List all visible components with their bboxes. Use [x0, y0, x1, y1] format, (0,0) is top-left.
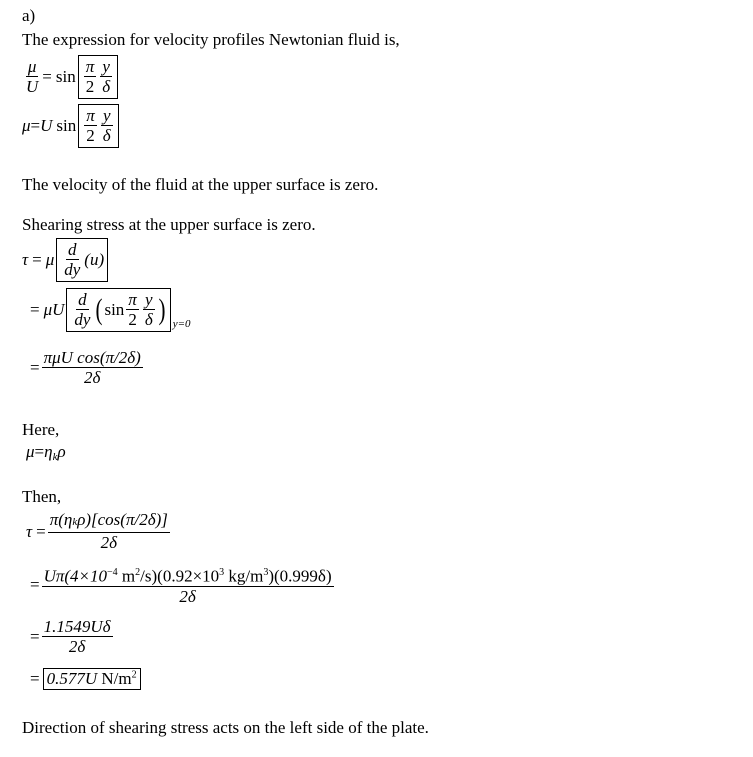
numerator: π [128, 290, 137, 309]
equals: = [30, 358, 40, 377]
equals: = [30, 574, 40, 594]
equals: = [30, 300, 40, 319]
then-label: Then, [22, 487, 62, 506]
term: U [40, 116, 53, 135]
numerator: y [145, 290, 153, 309]
denominator: δ [144, 310, 153, 329]
intro-text: The expression for velocity profiles Newtonian fluid is, [22, 30, 400, 49]
denominator: 2 [128, 310, 137, 329]
denominator: δ [102, 77, 111, 96]
numerator: π [86, 106, 95, 125]
numerator: d [68, 240, 77, 259]
denominator: dy [74, 310, 91, 329]
denominator: 2δ [68, 637, 86, 656]
equation-velocity-ratio [22, 55, 120, 99]
numerator: 1.1549Uδ [43, 617, 111, 636]
lhs: τ [22, 250, 29, 269]
numerator: μ [27, 57, 37, 76]
bracket [78, 55, 118, 99]
equation-velocity [22, 104, 121, 148]
denominator: 2δ [179, 586, 196, 606]
equals: = [30, 627, 40, 646]
denominator: δ [102, 126, 111, 145]
conclusion-text: Direction of shearing stress acts on the left side of the plate. [22, 718, 429, 737]
here-label: Here, [22, 420, 60, 439]
lhs: τ [26, 521, 33, 541]
equals: = [34, 442, 45, 461]
part-label: a) [22, 6, 36, 25]
function: sin [104, 300, 125, 319]
stress-statement: Shearing stress at the upper surface is zero. [22, 215, 316, 234]
equation-shear-substituted [26, 510, 172, 553]
equation-shear-numeric [30, 563, 336, 607]
function: sin [56, 116, 77, 135]
term: ρ [57, 442, 66, 461]
numerator: π(ηkρ)[cos(π/2δ)] [48, 510, 170, 533]
velocity-statement: The velocity of the fluid at the upper surface is zero. [22, 175, 379, 194]
term: μU [43, 300, 65, 319]
term: η [44, 442, 53, 461]
equation-shear-result [30, 348, 145, 388]
denominator: 2δ [83, 368, 101, 387]
bracket: $\frac{d}{dy}$ ( sin $\frac{\pi}{2}$ $\frac{y}{\delta}$ ) [66, 288, 170, 332]
denominator: dy [64, 260, 81, 279]
denominator: 2δ [100, 533, 117, 552]
lhs: μ [26, 442, 35, 461]
numerator: πμU cos(π/2δ) [43, 348, 141, 367]
numerator: y [102, 106, 111, 125]
denominator: U [26, 77, 39, 96]
function: sin [55, 67, 76, 86]
equals: = [32, 250, 42, 269]
denominator: 2 [86, 126, 95, 145]
term: μ [45, 250, 55, 269]
equals: = [30, 669, 40, 688]
bracket [56, 238, 108, 282]
equation-final-answer [30, 668, 141, 690]
evaluation-subscript: y=0 [172, 318, 191, 330]
equals: = [30, 116, 41, 135]
equation-shear-definition [22, 238, 110, 282]
bracket [78, 104, 118, 148]
equals: = [42, 67, 52, 86]
equals: = [36, 521, 46, 541]
argument: (u) [84, 250, 105, 269]
equation-shear-simplified [30, 617, 115, 657]
numerator: d [78, 290, 87, 309]
numerator: y [102, 57, 110, 76]
lhs: μ [22, 116, 31, 135]
numerator: π [85, 57, 95, 76]
equation-viscosity [26, 442, 66, 462]
denominator: 2 [85, 77, 95, 96]
boxed-answer: 0.577U $N/m^2$ [43, 668, 141, 690]
subscript: k [52, 451, 58, 463]
numerator: $U\pi(4\times 10^{-4}$ $m^2/s)(0.92\times 10^3$ $kg/m^3)(0.999\delta)$ [42, 563, 334, 587]
equation-shear-derivative [30, 288, 191, 332]
